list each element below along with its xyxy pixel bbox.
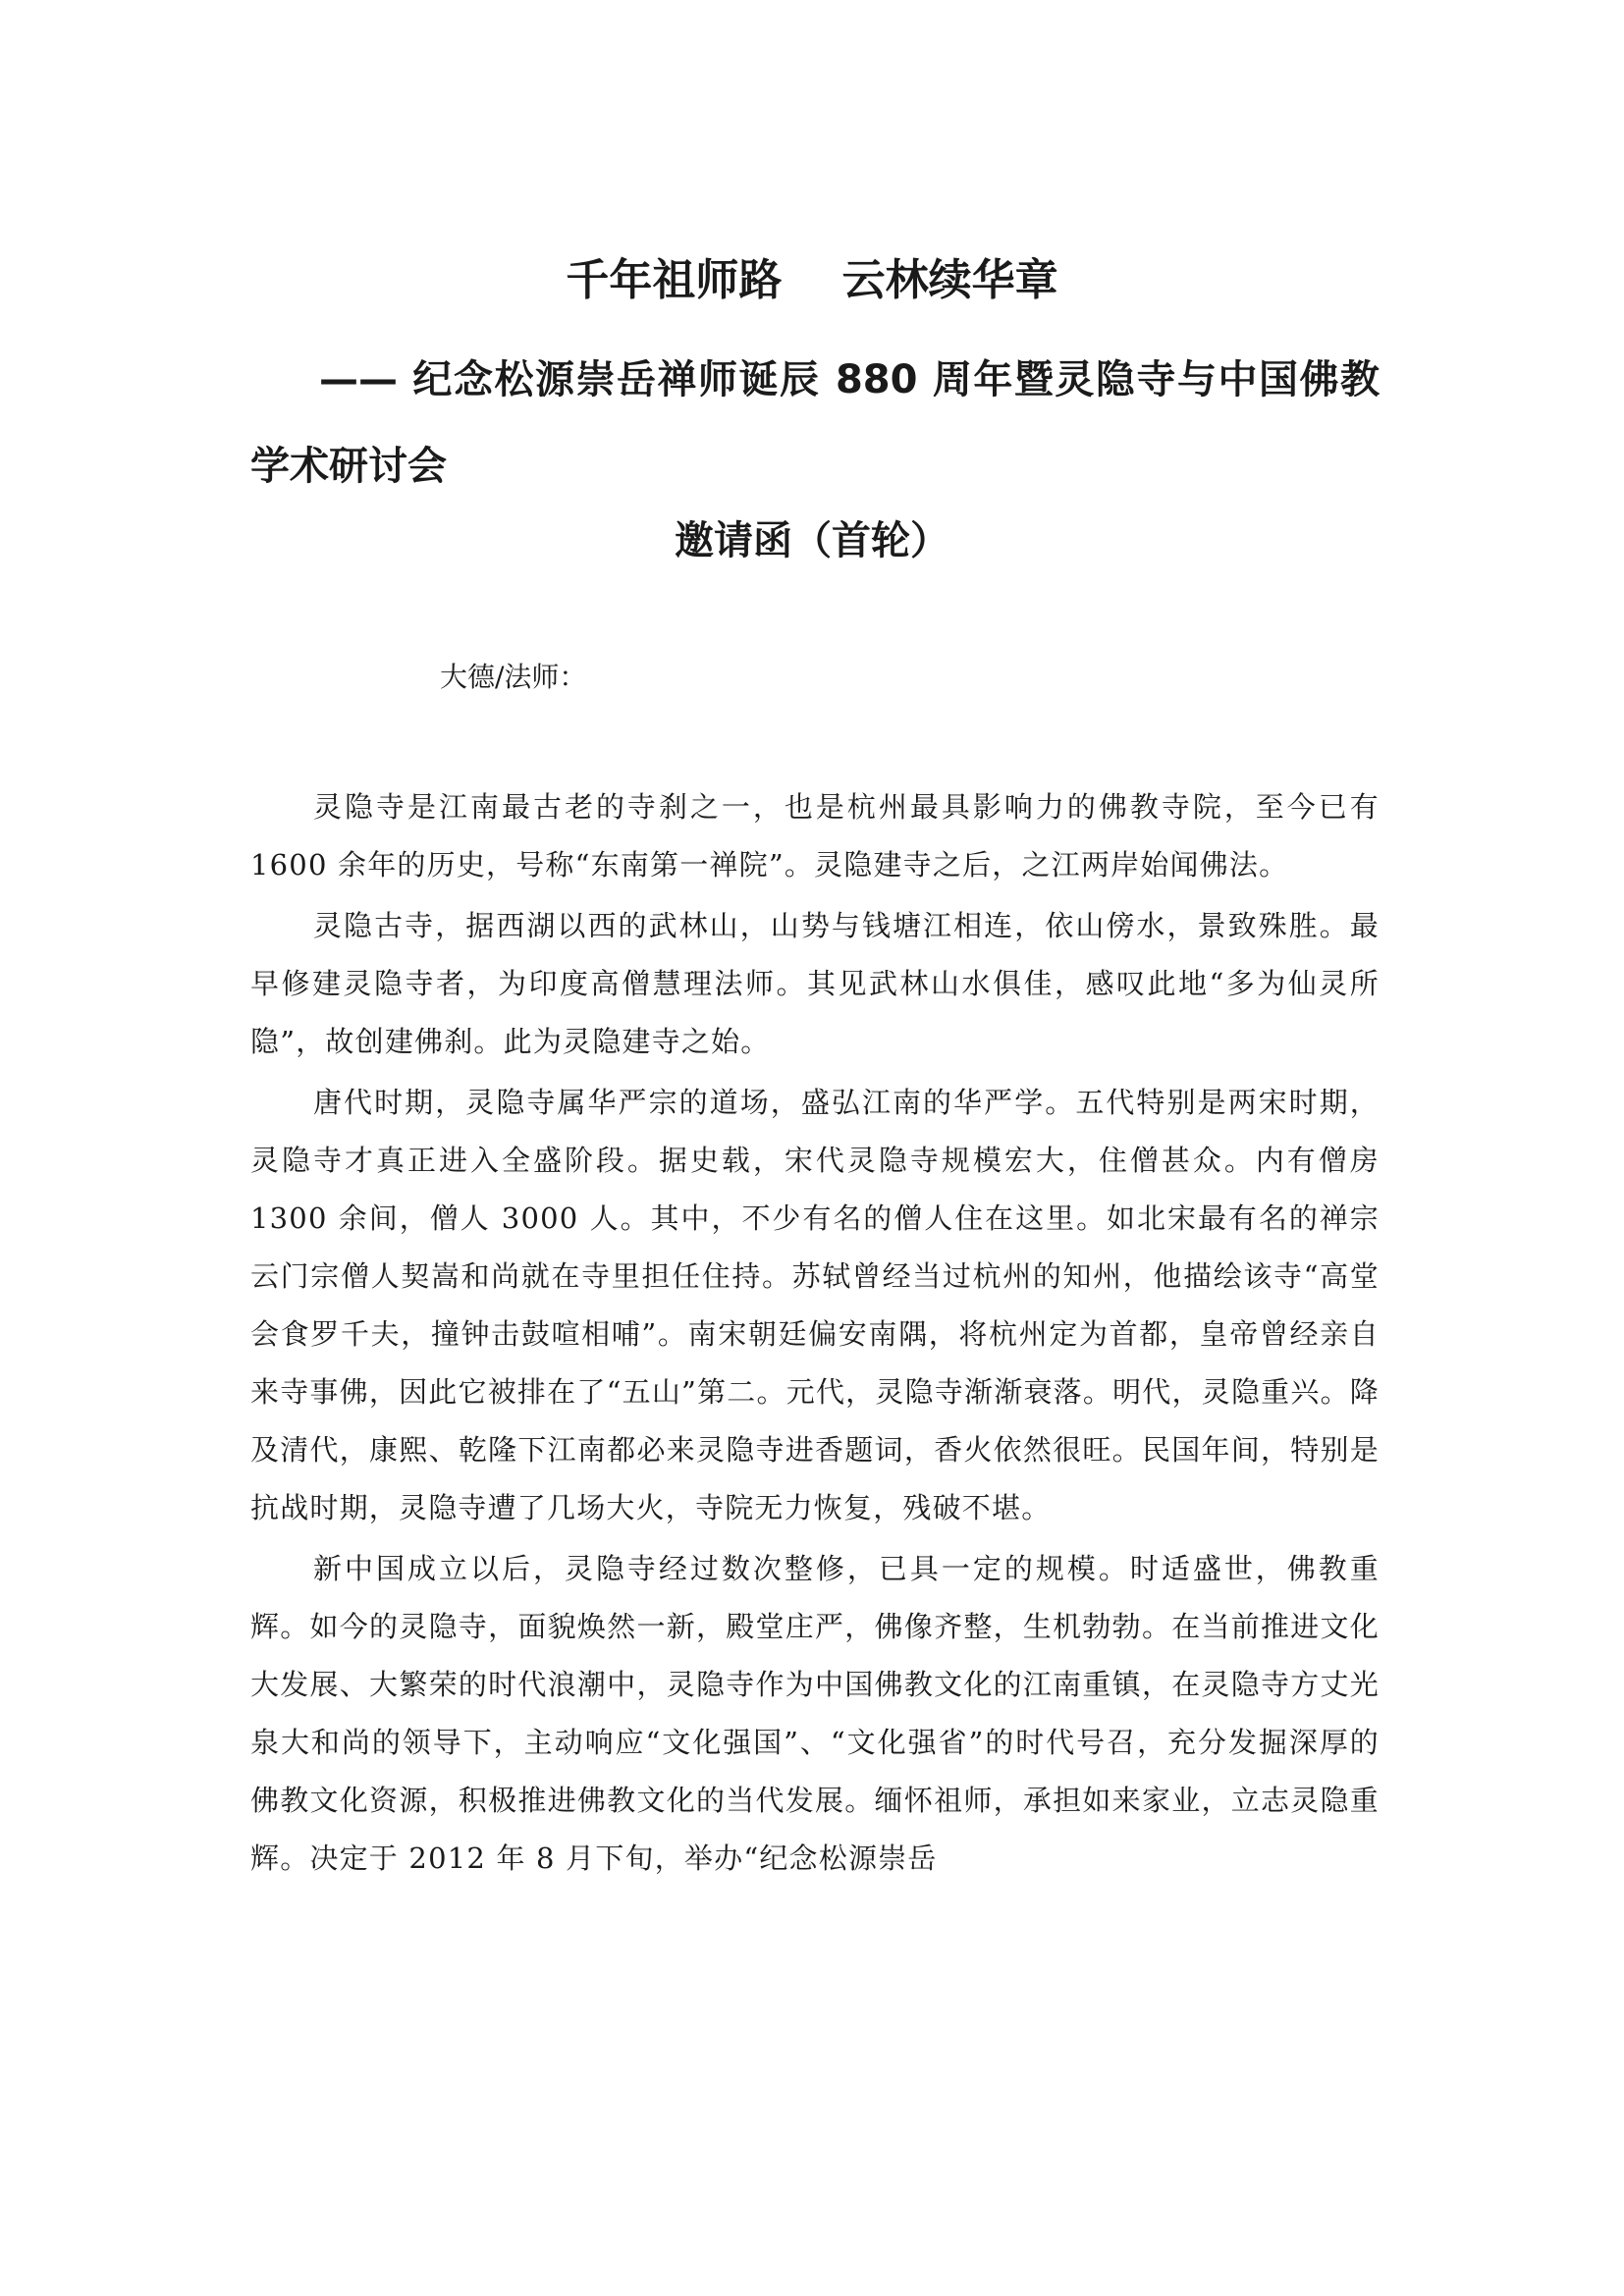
document-subtitle: —— 纪念松源崇岳禅师诞辰 880 周年暨灵隐寺与中国佛教学术研讨会 — [250, 357, 1380, 489]
salutation: 大德/法师： — [440, 661, 587, 693]
paragraph-3: 唐代时期，灵隐寺属华严宗的道场，盛弘江南的华严学。五代特别是两宋时期，灵隐寺才真正进入全盛阶段。据史载，宋代灵隐寺规模宏大，住僧甚众。内有僧房 1300 余间，僧人 3000 人。其中，不少有名的僧人住在这里。如北宋最有名的禅宗云门宗僧人契嵩和尚就在寺里担任住持。苏轼曾经当过杭州的知州，他描绘该寺“高堂会食罗千夫，撞钟击鼓喧相哺”。南宋朝廷偏安南隅，将杭州定为首都，皇帝曾经亲自来寺事佛，因此它被排在了“五山”第二。元代，灵隐寺渐渐衰落。明代，灵隐重兴。降及清代，康熙、乾隆下江南都必来灵隐寺进香题词，香火依然很旺。民国年间，特别是抗战时期，灵隐寺遭了几场大火，寺院无力恢复，残破不堪。 — [250, 1086, 1380, 1524]
paragraph-2: 灵隐古寺，据西湖以西的武林山，山势与钱塘江相连，依山傍水，景致殊胜。最早修建灵隐寺者，为印度高僧慧理法师。其见武林山水俱佳，感叹此地“多为仙灵所隐”，故创建佛刹。此为灵隐建寺之始。 — [250, 909, 1380, 1058]
body-text — [250, 778, 1380, 1891]
paragraph-1: 灵隐寺是江南最古老的寺刹之一，也是杭州最具影响力的佛教寺院，至今已有 1600 余年的历史，号称“东南第一禅院”。灵隐建寺之后，之江两岸始闻佛法。 — [250, 790, 1380, 881]
invitation-heading: 邀请函（首轮） — [675, 518, 949, 563]
document-title: 千年祖师路 云林续华章 — [566, 255, 1058, 305]
paragraph-4: 新中国成立以后，灵隐寺经过数次整修，已具一定的规模。时适盛世，佛教重辉。如今的灵隐寺，面貌焕然一新，殿堂庄严，佛像齐整，生机勃勃。在当前推进文化大发展、大繁荣的时代浪潮中，灵隐寺作为中国佛教文化的江南重镇，在灵隐寺方丈光泉大和尚的领导下，主动响应“文化强国”、“文化强省”的时代号召，充分发掘深厚的佛教文化资源，积极推进佛教文化的当代发展。缅怀祖师，承担如来家业，立志灵隐重辉。决定于 2012 年 8 月下旬，举办“纪念松源崇岳 — [250, 1552, 1380, 1875]
